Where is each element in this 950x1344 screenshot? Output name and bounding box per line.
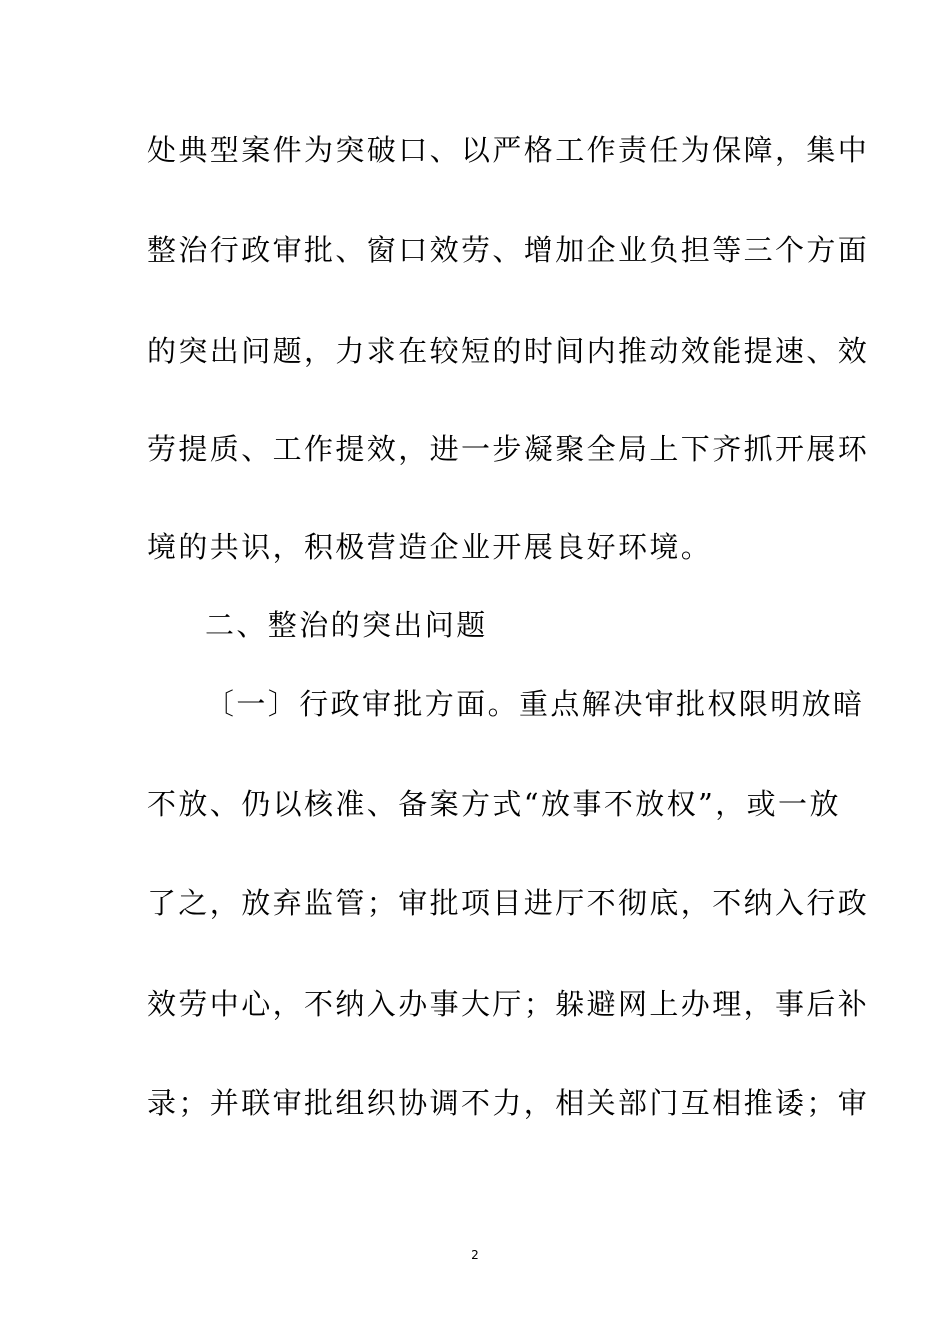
section-heading: 二、整治的突出问题 [205, 608, 488, 642]
page-number: 2 [471, 1248, 479, 1262]
subsection-paragraph-start: 〔一〕行政审批方面。重点解决审批权限明放暗 [205, 687, 865, 721]
body-text-line: 整治行政审批、窗口效劳、增加企业负担等三个方面 [147, 233, 870, 267]
body-text-line: 的突出问题，力求在较短的时间内推动效能提速、效 [147, 334, 870, 368]
body-text-line: 处典型案件为突破口、以严格工作责任为保障，集中 [147, 133, 870, 167]
body-text-line: 效劳中心，不纳入办事大厅；躲避网上办理，事后补 [147, 987, 870, 1021]
body-text-line: 了之，放弃监管；审批项目进厅不彻底，不纳入行政 [147, 886, 870, 920]
body-text-line: 不放、仍以核准、备案方式“放事不放权”，或一放 [147, 787, 841, 821]
body-text-line: 境的共识，积极营造企业开展良好环境。 [147, 530, 713, 564]
body-text-line: 录；并联审批组织协调不力，相关部门互相推诿；审 [147, 1086, 870, 1120]
body-text-line: 劳提质、工作提效，进一步凝聚全局上下齐抓开展环 [147, 432, 870, 466]
